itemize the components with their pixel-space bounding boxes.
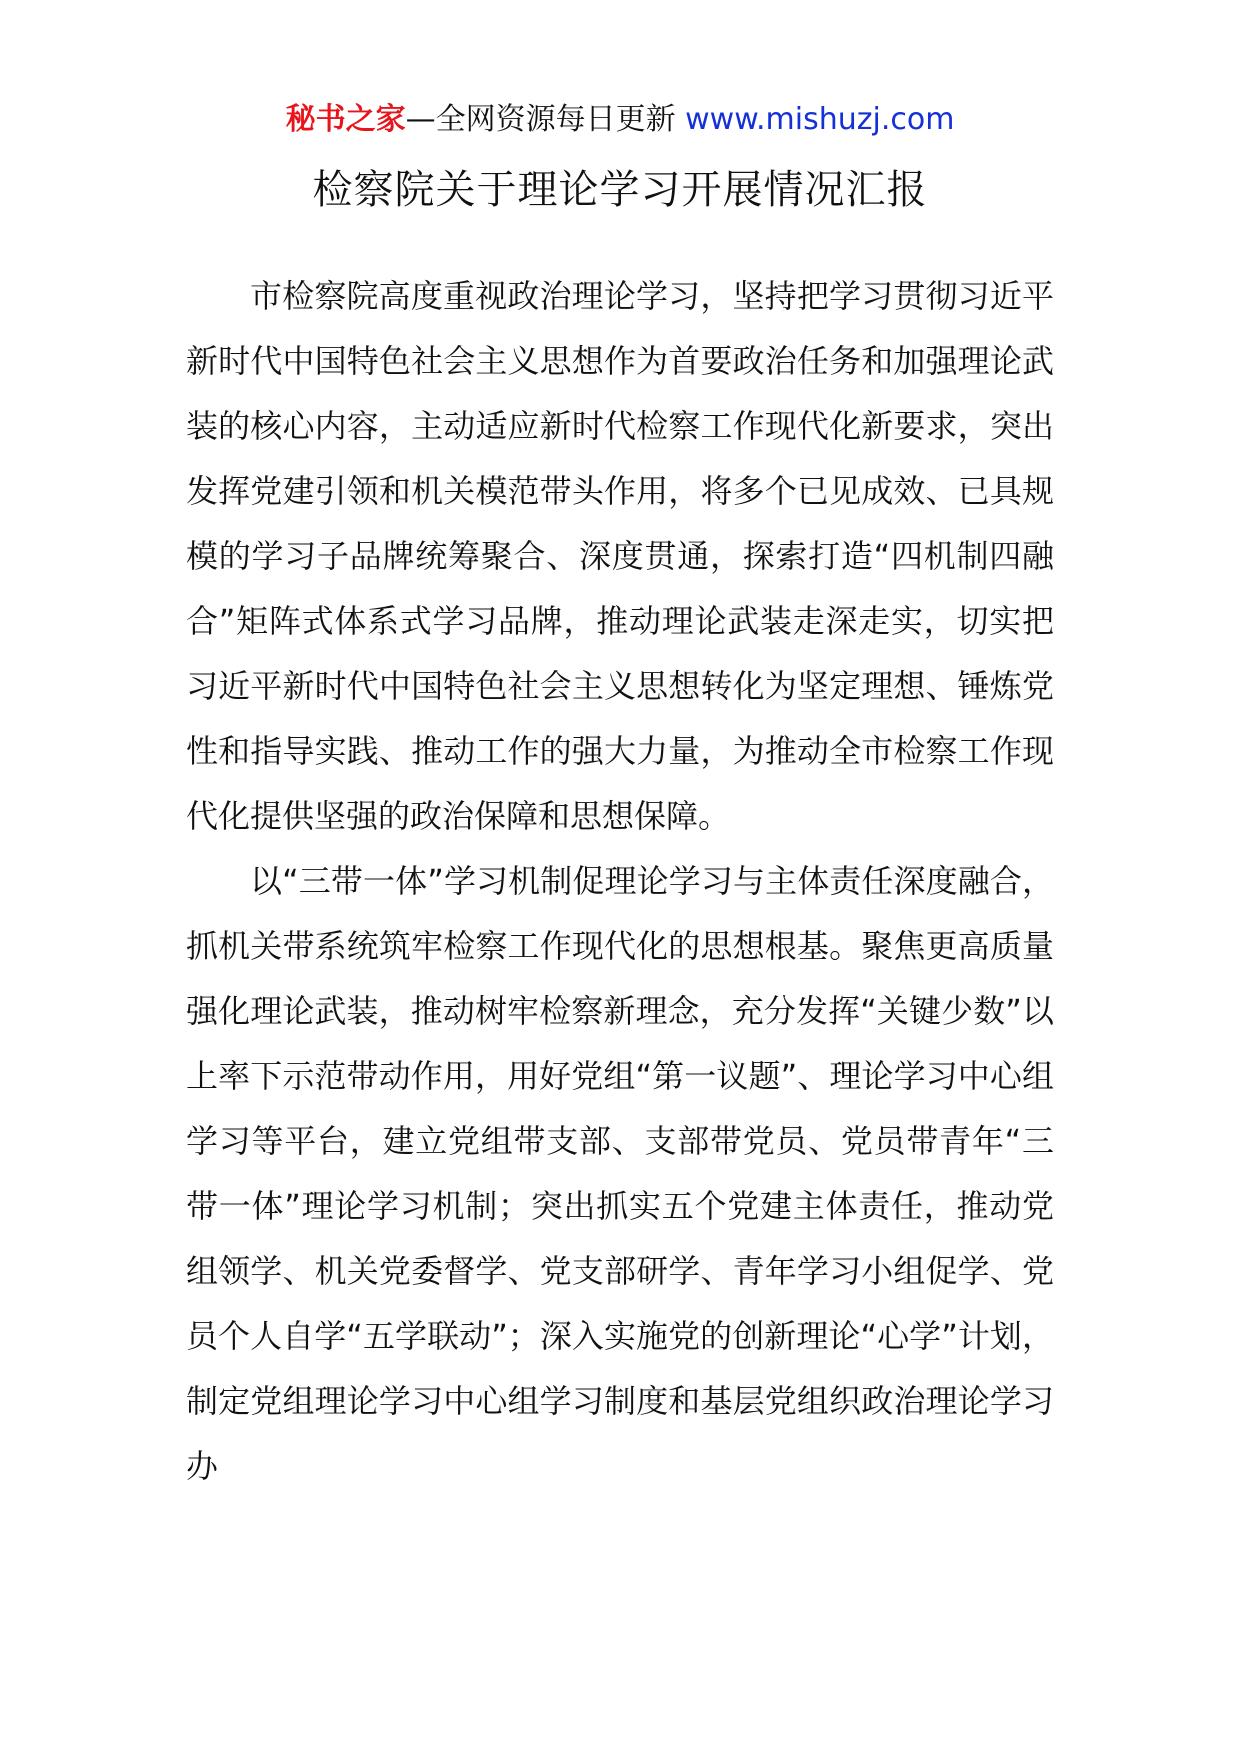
site-url-link[interactable]: www.mishuzj.com	[685, 102, 955, 137]
document-body	[186, 264, 1054, 1499]
paragraph-1: 市检察院高度重视政治理论学习，坚持把学习贯彻习近平新时代中国特色社会主义思想作为首要政治任务和加强理论武装的核心内容，主动适应新时代检察工作现代化新要求，突出发挥党建引领和机关模范带头作用，将多个已见成效、已具规模的学习子品牌统筹聚合、深度贯通，探索打造“四机制四融合”矩阵式体系式学习品牌，推动理论武装走深走实，切实把习近平新时代中国特色社会主义思想转化为坚定理想、锤炼党性和指导实践、推动工作的强大力量，为推动全市检察工作现代化提供坚强的政治保障和思想保障。	[186, 277, 1054, 835]
document-title: 检察院关于理论学习开展情况汇报	[312, 167, 928, 213]
brand-name: 秘书之家	[285, 102, 406, 137]
watermark-header	[0, 100, 1240, 140]
brand-tagline: —全网资源每日更新	[405, 102, 676, 137]
paragraph-2: 以“三带一体”学习机制促理论学习与主体责任深度融合，抓机关带系统筑牢检察工作现代化的思想根基。聚焦更高质量强化理论武装，推动树牢检察新理念，充分发挥“关键少数”以上率下示范带动作用，用好党组“第一议题”、理论学习中心组学习等平台，建立党组带支部、支部带党员、党员带青年“三带一体”理论学习机制；突出抓实五个党建主体责任，推动党组领学、机关党委督学、党支部研学、青年学习小组促学、党员个人自学“五学联动”；深入实施党的创新理论“心学”计划，制定党组理论学习中心组学习制度和基层党组织政治理论学习办	[186, 862, 1054, 1485]
